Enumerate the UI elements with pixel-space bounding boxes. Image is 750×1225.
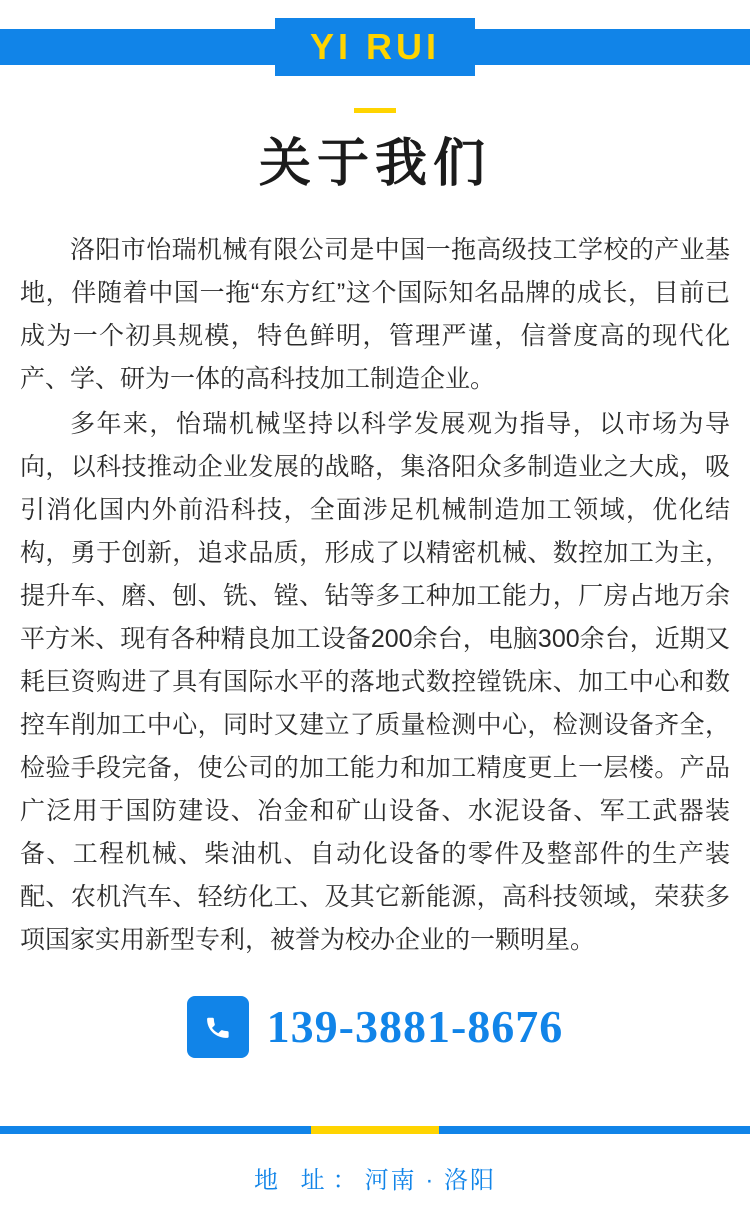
address-value: 河南 · 洛阳 [364, 1167, 496, 1194]
brand-banner [0, 0, 750, 94]
banner-bar-left [0, 29, 282, 65]
paragraph-1: 洛阳市怡瑞机械有限公司是中国一拖高级技工学校的产业基地，伴随着中国一拖“东方红”这个国际知名品牌的成长，目前已成为一个初具规模，特色鲜明，管理严谨，信誉度高的现代化产、学、研为一体的高科技加工制造企业。 [20, 235, 730, 393]
paragraph-2: 多年来，怡瑞机械坚持以科学发展观为指导，以市场为导向，以科技推动企业发展的战略，集洛阳众多制造业之大成，吸引消化国内外前沿科技，全面涉足机械制造加工领域，优化结构，勇于创新，追求品质，形成了以精密机械、数控加工为主，提升车、磨、刨、铣、镗、钻等多工种加工能力，厂房占地万余平方米、现有各种精良加工设备200余台，电脑300余台，近期又耗巨资购进了具有国际水平的落地式数控镗铣床、加工中心和数控车削加工中心，同时又建立了质量检测中心，检测设备齐全，检验手段完备，使公司的加工能力和加工精度更上一层楼。产品广泛用于国防建设、冶金和矿山设备、水泥设备、军工武器装备、工程机械、柴油机、自动化设备的零件及整部件的生产装配、农机汽车、轻纺化工、及其它新能源，高科技领域，荣获多项国家实用新型专利，被誉为校办企业的一颗明星。 [20, 409, 730, 954]
footer-accent [311, 1126, 439, 1134]
brand-name: YI RUI [309, 26, 440, 67]
banner-bar-right [468, 29, 750, 65]
phone-number[interactable]: 139-3881-8676 [266, 1000, 564, 1052]
page-footer [0, 1126, 750, 1225]
footer-rule [0, 1126, 750, 1134]
address-label: 地 址： [254, 1167, 365, 1194]
title-accent-rule [354, 108, 396, 113]
contact-phone-row[interactable] [0, 996, 750, 1058]
phone-icon [187, 996, 249, 1058]
brand-plate [275, 18, 475, 76]
about-body [20, 229, 730, 962]
footer-address [0, 1134, 750, 1225]
page-title: 关于我们 [258, 135, 491, 193]
